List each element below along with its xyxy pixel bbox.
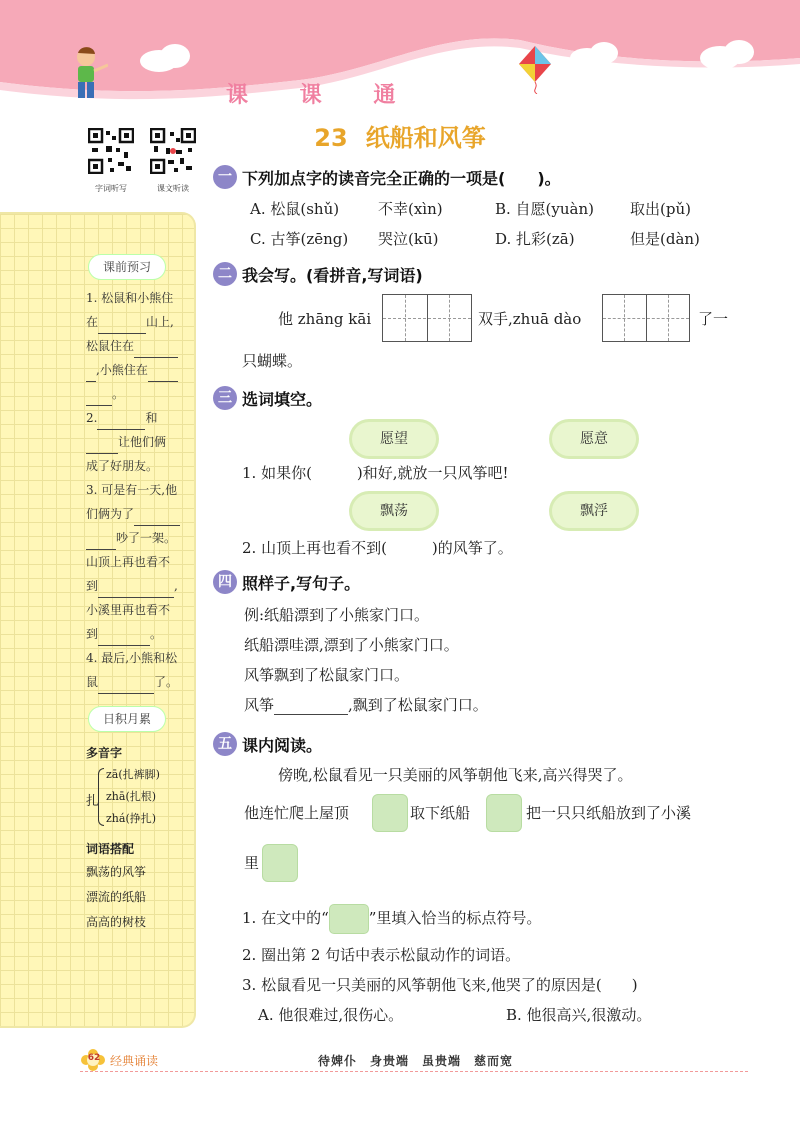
rewrite-line: 风筝 ,飘到了松鼠家门口。 bbox=[244, 696, 488, 714]
footer-label: 经典诵读 bbox=[110, 1054, 159, 1068]
phrase-title: 词语搭配 bbox=[86, 842, 135, 856]
example-line: 风筝飘到了松鼠家门口。 bbox=[244, 666, 410, 684]
qr-caption: 字词听写 bbox=[95, 184, 127, 193]
page-number: 62 bbox=[87, 1053, 101, 1063]
reading-paragraph-line-2c: 把一只只纸船放到了小溪 bbox=[526, 804, 692, 822]
option-d[interactable]: D. 扎彩(zā) bbox=[495, 230, 575, 248]
answer-blank[interactable] bbox=[98, 318, 146, 334]
punctuation-box[interactable] bbox=[372, 794, 408, 832]
kite-icon bbox=[515, 44, 555, 94]
answer-blank[interactable] bbox=[97, 414, 145, 430]
option-a-word2: 不幸(xìn) bbox=[378, 200, 443, 218]
polyphone-item: zhá(挣扎) bbox=[106, 812, 157, 825]
section-3-marker: 三 bbox=[213, 386, 237, 410]
page-header bbox=[0, 0, 800, 115]
pinyin-prompt-2: 双手,zhuā dào bbox=[478, 310, 582, 328]
reading-question-2: 2. 圈出第 2 句话中表示松鼠动作的词语。 bbox=[242, 946, 521, 964]
answer-blank[interactable] bbox=[148, 366, 178, 382]
section-3-title: 选词填空。 bbox=[242, 390, 323, 409]
reading-paragraph-line-2b: 取下纸船 bbox=[410, 804, 471, 822]
footer-verse: 待婢仆 身贵端 虽贵端 慈而宽 bbox=[318, 1054, 514, 1068]
lesson-name: 纸船和风筝 bbox=[365, 124, 486, 152]
phrase-item: 飘荡的风筝 bbox=[86, 865, 147, 879]
preview-line: 3. 可是有一天,他 bbox=[86, 483, 178, 497]
section-5-title: 课内阅读。 bbox=[242, 736, 323, 755]
preview-line: 让他们俩 bbox=[86, 430, 192, 454]
answer-blank[interactable] bbox=[98, 582, 174, 598]
preview-line: 吵了一架。 bbox=[86, 526, 192, 550]
answer-blank[interactable] bbox=[86, 366, 96, 382]
section-1-marker: 一 bbox=[213, 165, 237, 189]
answer-blank[interactable] bbox=[98, 678, 154, 694]
option-b[interactable]: B. 自愿(yuàn) bbox=[495, 200, 595, 218]
preview-line: 。 bbox=[86, 382, 192, 406]
section-1-title: 下列加点字的读音完全正确的一项是( )。 bbox=[242, 169, 561, 188]
sentence-line-2: 只蝴蝶。 bbox=[242, 352, 303, 370]
reading-option-b[interactable]: B. 他很高兴,很激动。 bbox=[506, 1006, 652, 1024]
answer-blank[interactable] bbox=[86, 438, 118, 454]
answer-blank[interactable] bbox=[86, 390, 112, 406]
answer-blank[interactable] bbox=[98, 630, 150, 646]
reading-question-1: 1. 在文中的“ ”里填入恰当的标点符号。 bbox=[242, 904, 541, 934]
accumulation-badge: 日积月累 bbox=[88, 706, 166, 732]
answer-blank[interactable] bbox=[86, 534, 116, 550]
writing-grid[interactable] bbox=[382, 294, 472, 342]
preview-line: 2. 和 bbox=[86, 406, 192, 430]
option-d-word2: 但是(dàn) bbox=[630, 230, 700, 248]
example-line: 纸船漂哇漂,漂到了小熊家门口。 bbox=[244, 636, 459, 654]
preview-line: 成了好朋友。 bbox=[86, 459, 159, 473]
option-a[interactable]: A. 松鼠(shǔ) bbox=[250, 200, 340, 218]
option-c-word2: 哭泣(kū) bbox=[378, 230, 439, 248]
word-choice[interactable]: 愿望 bbox=[352, 422, 436, 456]
preview-line: 松鼠住在 bbox=[86, 334, 192, 358]
preview-questions bbox=[86, 286, 192, 694]
answer-blank[interactable] bbox=[134, 510, 180, 526]
pinyin-prompt-1: 他 zhāng kāi bbox=[278, 310, 372, 328]
reading-option-a[interactable]: A. 他很难过,很伤心。 bbox=[258, 1006, 404, 1024]
phrase-list bbox=[86, 860, 146, 935]
word-choice[interactable]: 愿意 bbox=[552, 422, 636, 456]
preview-line: 到 , bbox=[86, 574, 192, 598]
preview-line: 们俩为了 bbox=[86, 502, 192, 526]
lesson-number: 23 bbox=[314, 124, 348, 152]
section-5-marker: 五 bbox=[213, 732, 237, 756]
footer-divider bbox=[80, 1071, 748, 1072]
option-c[interactable]: C. 古筝(zēng) bbox=[250, 230, 349, 248]
option-b-word2: 取出(pǔ) bbox=[630, 200, 691, 218]
section-4-title: 照样子,写句子。 bbox=[242, 574, 361, 593]
reading-paragraph-line-3: 里 bbox=[244, 854, 260, 872]
section-4-marker: 四 bbox=[213, 570, 237, 594]
phrase-item: 漂流的纸船 bbox=[86, 890, 147, 904]
answer-blank[interactable] bbox=[134, 342, 178, 358]
preview-line: 小溪里再也看不 bbox=[86, 603, 171, 617]
fill-question-2: 2. 山顶上再也看不到( )的风筝了。 bbox=[242, 539, 513, 557]
polyphone-list bbox=[106, 764, 160, 830]
punctuation-box[interactable] bbox=[486, 794, 522, 832]
lesson-title bbox=[0, 118, 800, 153]
section-2-title: 我会写。(看拼音,写词语) bbox=[242, 266, 423, 285]
preview-line: 4. 最后,小熊和松 bbox=[86, 651, 178, 665]
reading-question-3: 3. 松鼠看见一只美丽的风筝朝他飞来,他哭了的原因是( ) bbox=[242, 976, 638, 994]
example-line: 例:纸船漂到了小熊家门口。 bbox=[244, 606, 430, 624]
preview-line: 在 山上, bbox=[86, 310, 192, 334]
word-choice[interactable]: 飘荡 bbox=[352, 494, 436, 528]
preview-line: 山顶上再也看不 bbox=[86, 555, 171, 569]
polyphone-item: zā(扎裤脚) bbox=[106, 768, 160, 781]
punctuation-box[interactable] bbox=[262, 844, 298, 882]
polyphone-title: 多音字 bbox=[86, 746, 123, 760]
fill-question-1: 1. 如果你( )和好,就放一只风筝吧! bbox=[242, 464, 509, 482]
reading-paragraph-line-2a: 他连忙爬上屋顶 bbox=[244, 804, 350, 822]
boy-illustration-icon bbox=[68, 45, 108, 105]
phrase-item: 高高的树枝 bbox=[86, 915, 147, 929]
polyphone-char: 扎 bbox=[86, 794, 100, 809]
polyphone-item: zhā(扎根) bbox=[106, 790, 157, 803]
preview-line: 鼠 了。 bbox=[86, 670, 192, 694]
qr-caption: 课文听读 bbox=[157, 184, 189, 193]
section-2-marker: 二 bbox=[213, 262, 237, 286]
reading-paragraph-line-1: 傍晚,松鼠看见一只美丽的风筝朝他飞来,高兴得哭了。 bbox=[278, 766, 633, 784]
sentence-tail: 了一 bbox=[698, 310, 729, 328]
preview-badge: 课前预习 bbox=[88, 254, 166, 280]
punctuation-box[interactable] bbox=[329, 904, 369, 934]
word-choice[interactable]: 飘浮 bbox=[552, 494, 636, 528]
brace bbox=[98, 768, 104, 826]
answer-blank[interactable] bbox=[274, 699, 348, 715]
header-title: 课 课 通 bbox=[226, 83, 418, 108]
writing-grid[interactable] bbox=[602, 294, 690, 342]
preview-line: ,小熊住在 bbox=[86, 358, 192, 382]
preview-line: 到 。 bbox=[86, 622, 192, 646]
preview-line: 1. 松鼠和小熊住 bbox=[86, 291, 174, 305]
